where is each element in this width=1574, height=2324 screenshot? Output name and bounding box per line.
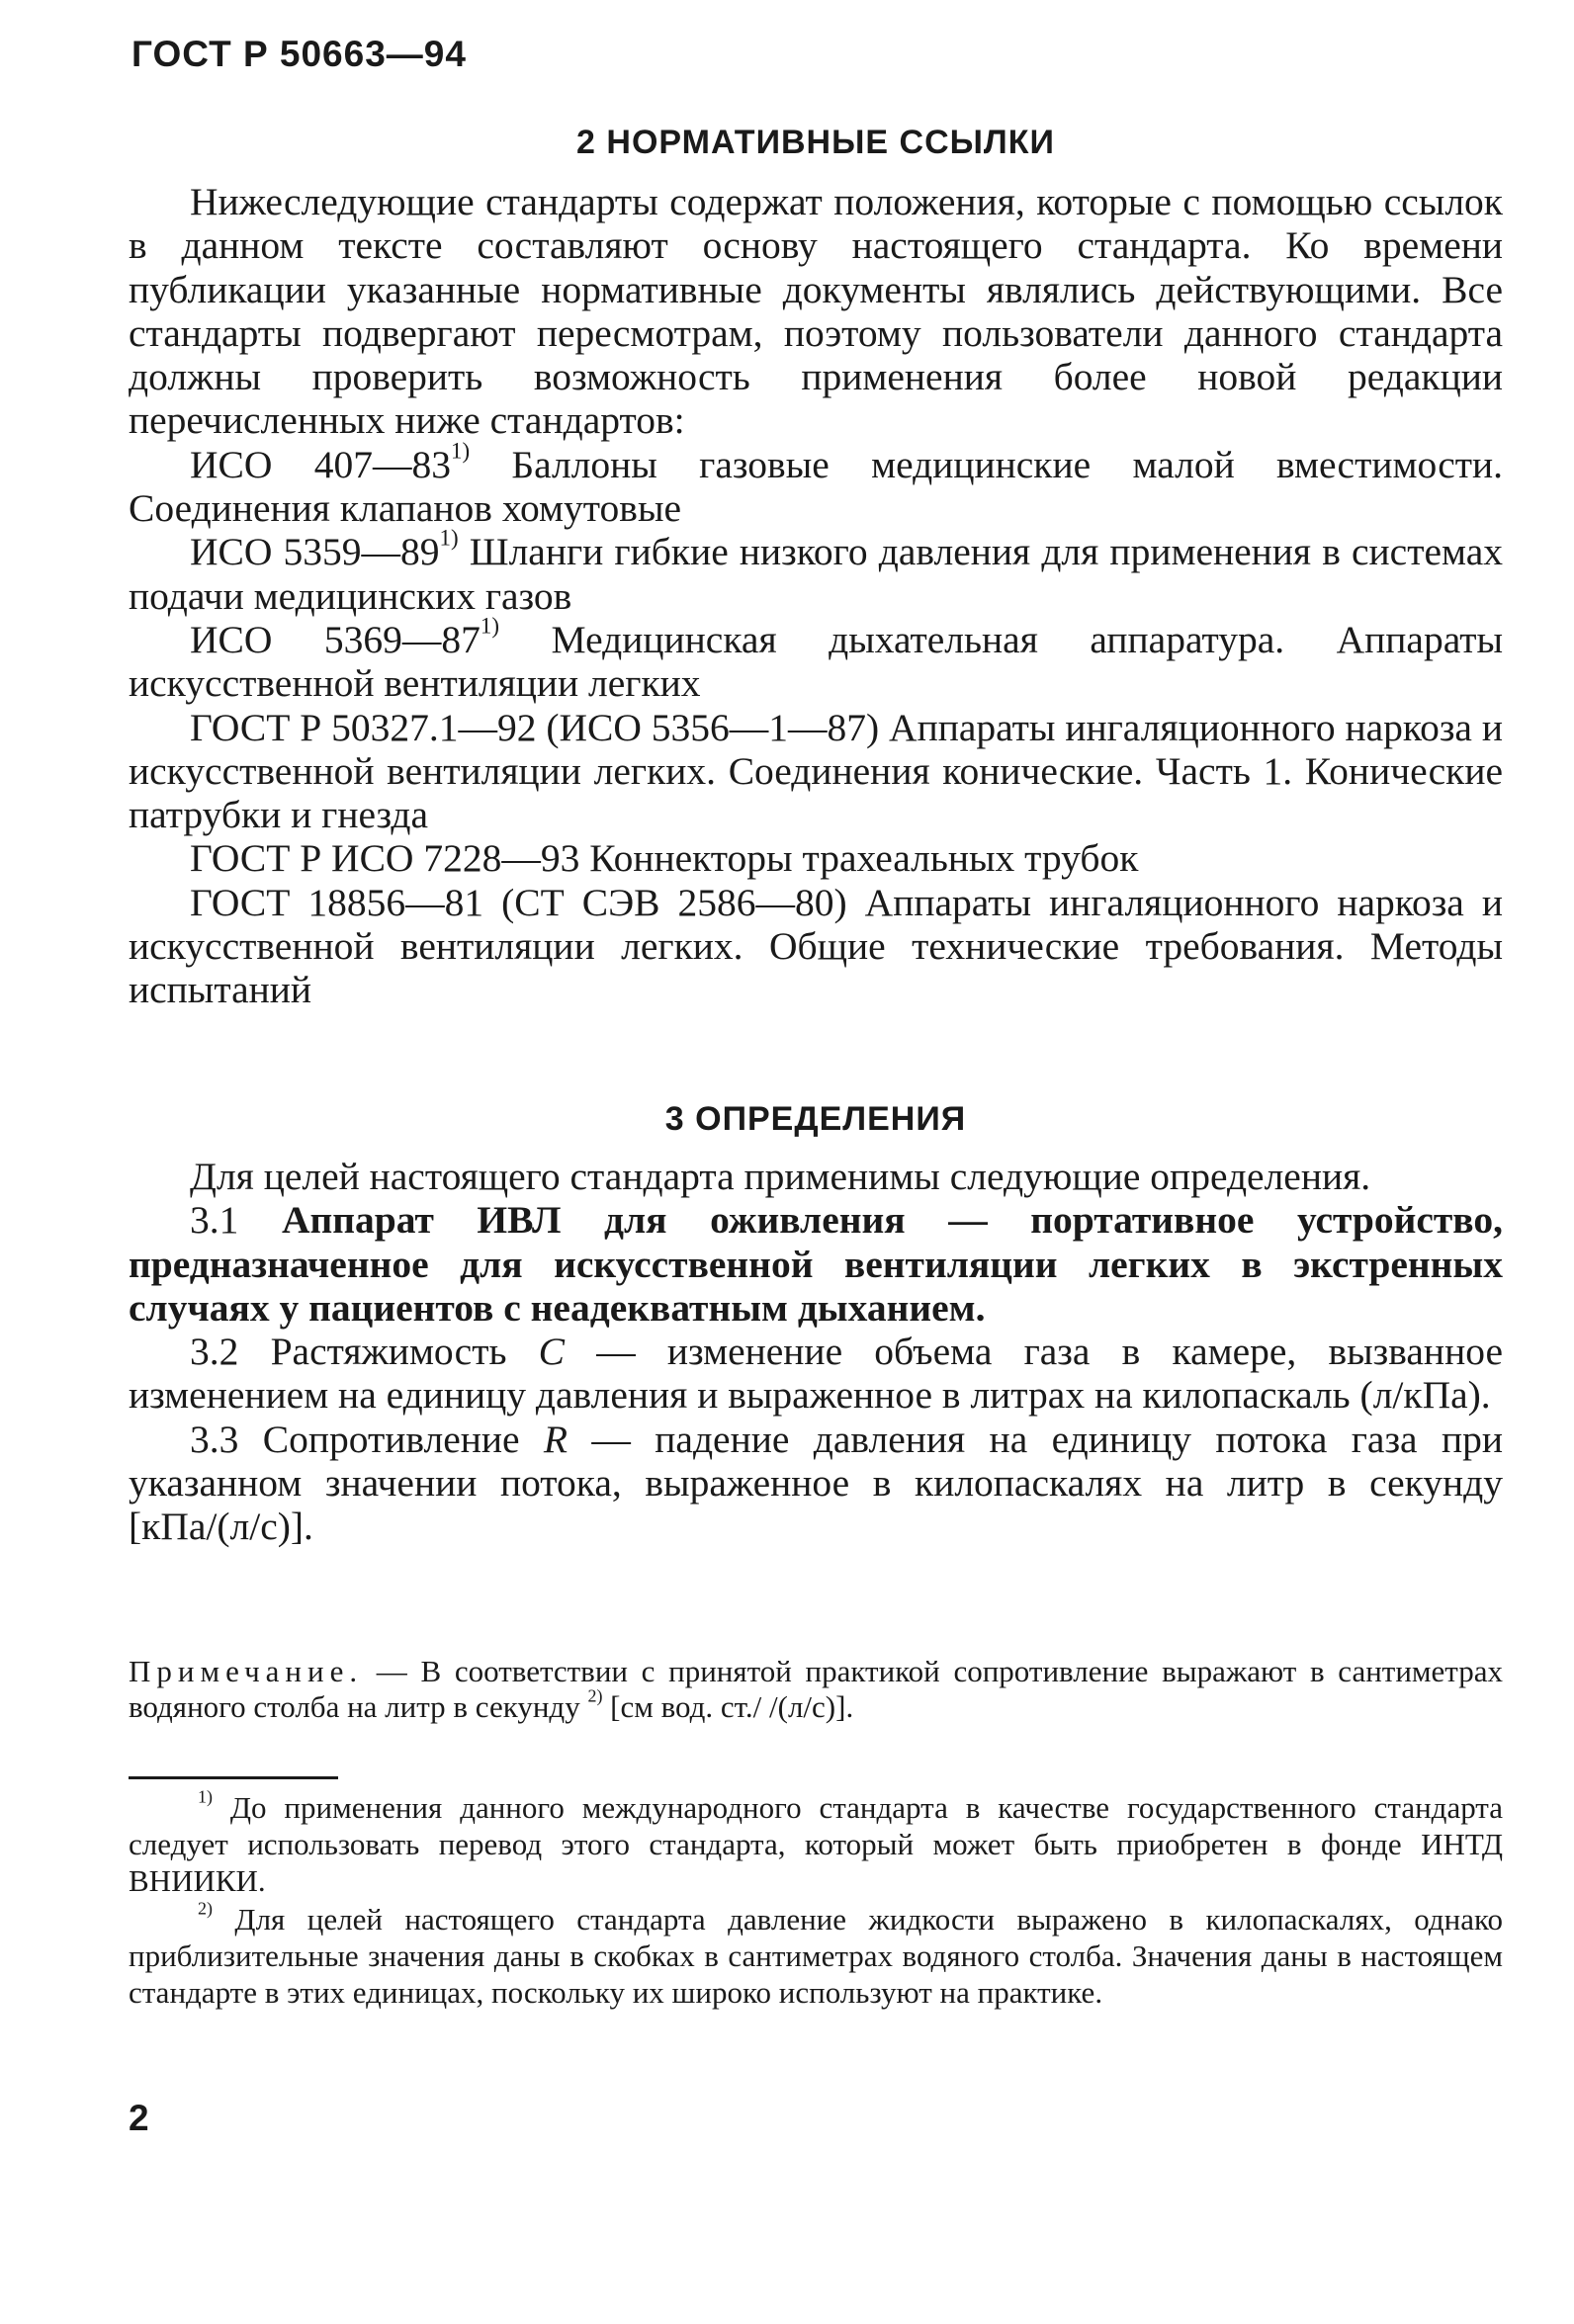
note-label: Примечание.	[129, 1654, 364, 1688]
definition-text: Аппарат ИВЛ для оживления — портативное устройство, предназначенное для искусственной вентиляции легких в экстренных случаях у пациентов с неадекватным дыханием.	[129, 1198, 1503, 1330]
reference-code: ГОСТ Р 50327.1—92 (ИСО 5356—1—87)	[190, 705, 880, 749]
footnote-text: Для целей настоящего стандарта давление жидкости выражено в килопаскалях, однако приблизительные значения даны в скобках в сантиметрах водяного столба. Значения даны в настоящем стандарте в этих единицах, поскольку их широко используют на практике.	[129, 1902, 1503, 2010]
document-header: ГОСТ Р 50663—94	[131, 34, 467, 74]
definition-term: 3.3 Сопротивление	[190, 1417, 544, 1461]
reference-title: Шланги гибкие низкого давления для применения в системах подачи медицинских газов	[129, 530, 1503, 618]
footnote-1	[129, 1786, 1503, 1899]
note-tail: [см вод. ст./ /(л/с)].	[602, 1689, 854, 1724]
definition-text: — падение давления на единицу потока газа при указанном значении потока, выраженное в килопаскалях на литр в секунду [кПа/(л/с)].	[129, 1417, 1503, 1549]
reference-item	[129, 438, 1504, 531]
section-2-title: 2 НОРМАТИВНЫЕ ССЫЛКИ	[576, 124, 1055, 161]
reference-code: ГОСТ Р ИСО 7228—93	[190, 836, 580, 881]
references-intro: Нижеследующие стандарты содержат положения, которые с помощью ссылок в данном тексте составляют основу настоящего стандарта. Ко времени публикации указанные нормативные документы являлись действующими. Все стандарты подвергают пересмотрам, поэтому пользователи данного стандарта должны проверить возможность применения более новой редакции перечисленных ниже стандартов:	[129, 180, 1503, 443]
reference-item	[129, 881, 1503, 1012]
reference-code: ИСО 407—83	[190, 442, 451, 486]
reference-item	[129, 525, 1503, 618]
definition-3-2	[129, 1330, 1503, 1418]
symbol-c: C	[538, 1330, 566, 1374]
reference-title: Медицинская дыхательная аппаратура. Аппараты искусственной вентиляции легких	[129, 617, 1504, 706]
footnote-mark: 2)	[587, 1685, 603, 1706]
definition-number: 3.1	[190, 1198, 282, 1243]
footnotes	[129, 1786, 1503, 2013]
definition-term: 3.2 Растяжимость	[190, 1330, 539, 1374]
footnote-mark: 1)	[198, 1786, 213, 1807]
page-number: 2	[129, 2098, 149, 2138]
reference-item	[129, 706, 1503, 837]
note-text: — В соответствии с принятой практикой сопротивление выражают в сантиметрах водяного столба на литр в секунду	[129, 1654, 1503, 1724]
footnote-mark: 2)	[198, 1898, 213, 1919]
footnote-text: До применения данного международного стандарта в качестве государственного стандарта следует использовать перевод этого стандарта, который может быть приобретен в фонде ИНТД ВНИИКИ.	[129, 1790, 1503, 1898]
reference-title: Аппараты ингаляционного наркоза и искусственной вентиляции легких. Общие технические требования. Методы испытаний	[129, 880, 1503, 1012]
footnote-divider	[129, 1776, 338, 1779]
definitions-intro: Для целей настоящего стандарта применимы следующие определения.	[190, 1155, 1371, 1198]
symbol-r: R	[543, 1417, 568, 1461]
definition-3-3	[129, 1418, 1503, 1549]
footnote-mark: 1)	[451, 438, 471, 464]
reference-item	[129, 836, 1503, 880]
reference-code: ГОСТ 18856—81 (СТ СЭВ 2586—80)	[190, 880, 847, 924]
note	[129, 1654, 1503, 1725]
reference-code: ИСО 5369—87	[190, 617, 481, 661]
reference-title: Баллоны газовые медицинские малой вместимости. Соединения клапанов хомутовые	[129, 442, 1504, 531]
definition-3-1	[129, 1198, 1503, 1330]
footnote-mark: 1)	[480, 613, 500, 639]
definitions	[129, 1155, 1503, 1549]
reference-title: Аппараты ингаляционного наркоза и искусственной вентиляции легких. Соединения конические. Часть 1. Конические патрубки и гнезда	[129, 705, 1503, 837]
reference-item	[129, 613, 1504, 706]
footnote-mark: 1)	[439, 525, 459, 551]
normative-references	[129, 180, 1503, 1012]
reference-title: Коннекторы трахеальных трубок	[579, 836, 1139, 881]
definition-text: — изменение объема газа в камере, вызванное изменением на единицу давления и выраженное в литрах на килопаскаль (л/кПа).	[129, 1330, 1503, 1418]
reference-code: ИСО 5359—89	[190, 530, 440, 574]
footnote-2	[129, 1898, 1503, 2011]
section-3-title: 3 ОПРЕДЕЛЕНИЯ	[664, 1100, 967, 1138]
